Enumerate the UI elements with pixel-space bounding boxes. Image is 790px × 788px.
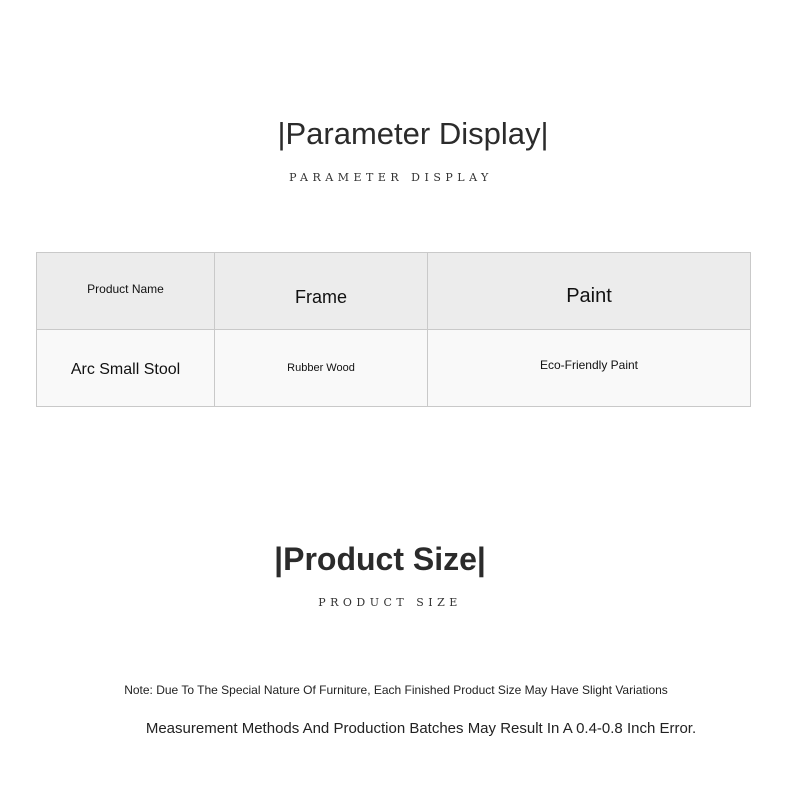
parameter-display-subtitle: PARAMETER DISPLAY (289, 171, 493, 184)
cell-frame: Rubber Wood (215, 330, 428, 407)
header-product-name: Product Name (37, 253, 215, 330)
parameter-display-title: |Parameter Display| (277, 116, 549, 151)
cell-paint: Eco-Friendly Paint (428, 330, 751, 407)
size-note-line-2: Measurement Methods And Production Batches May Result In A 0.4-0.8 Inch Error. (145, 720, 697, 737)
header-paint: Paint (428, 253, 751, 330)
size-note-line-1: Note: Due To The Special Nature Of Furniture, Each Finished Product Size May Have Slight Variations (124, 683, 668, 697)
cell-product-name: Arc Small Stool (37, 330, 215, 407)
product-size-subtitle: PRODUCT SIZE (318, 596, 462, 609)
table-header-row (37, 253, 751, 330)
product-size-title: |Product Size| (274, 541, 486, 577)
table-row (37, 330, 751, 407)
parameter-table (36, 252, 751, 407)
header-frame: Frame (215, 253, 428, 330)
